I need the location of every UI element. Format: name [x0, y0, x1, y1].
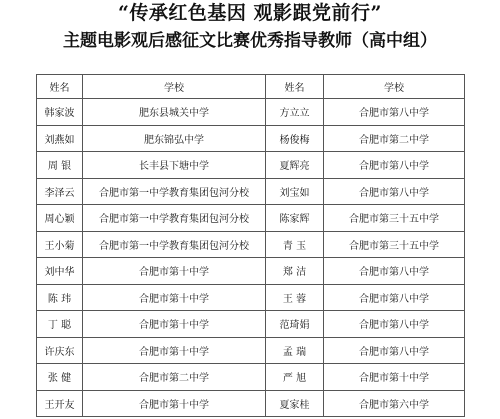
school-cell: 合肥市第一中学教育集团包河分校 — [83, 231, 266, 258]
document-title: “传承红色基因 观影跟党前行” — [118, 2, 382, 24]
school-cell: 合肥市第十中学 — [83, 258, 266, 285]
header-name-left: 姓名 — [37, 75, 83, 99]
school-cell: 合肥市第三十五中学 — [324, 231, 465, 258]
teacher-name-cell: 严 旭 — [266, 364, 324, 391]
header-school-right: 学校 — [324, 75, 465, 99]
school-cell: 合肥市第八中学 — [324, 337, 465, 364]
table-body — [37, 99, 465, 417]
table-row — [37, 178, 465, 205]
header-name-right: 姓名 — [266, 75, 324, 99]
school-cell: 合肥市第十中学 — [324, 364, 465, 391]
document-subtitle: 主题电影观后感征文比赛优秀指导教师（高中组） — [63, 31, 437, 51]
teacher-name-cell: 王开友 — [37, 390, 83, 417]
school-cell: 长丰县下塘中学 — [83, 152, 266, 179]
school-cell: 合肥市第八中学 — [324, 311, 465, 338]
school-cell: 合肥市第十中学 — [83, 390, 266, 417]
teacher-roster-table — [36, 74, 465, 417]
school-cell: 合肥市第十中学 — [83, 284, 266, 311]
teacher-name-cell: 杨俊梅 — [266, 125, 324, 152]
header-school-left: 学校 — [83, 75, 266, 99]
table-row — [37, 125, 465, 152]
teacher-name-cell: 陈家辉 — [266, 205, 324, 232]
school-cell: 肥东锦弘中学 — [83, 125, 266, 152]
teacher-name-cell: 陈 玮 — [37, 284, 83, 311]
school-cell: 合肥市第三十五中学 — [324, 205, 465, 232]
teacher-name-cell: 刘燕如 — [37, 125, 83, 152]
table-row — [37, 258, 465, 285]
school-cell: 合肥市第二中学 — [83, 364, 266, 391]
table-row — [37, 205, 465, 232]
table-row — [37, 364, 465, 391]
teacher-name-cell: 张 健 — [37, 364, 83, 391]
table-header-row — [37, 75, 465, 99]
teacher-name-cell: 周心颖 — [37, 205, 83, 232]
school-cell: 合肥市第八中学 — [324, 284, 465, 311]
table-row — [37, 231, 465, 258]
table-row — [37, 311, 465, 338]
school-cell: 合肥市第八中学 — [324, 152, 465, 179]
teacher-name-cell: 刘宝如 — [266, 178, 324, 205]
teacher-name-cell: 李泽云 — [37, 178, 83, 205]
teacher-name-cell: 郑 洁 — [266, 258, 324, 285]
school-cell: 合肥市第十中学 — [83, 311, 266, 338]
teacher-name-cell: 丁 聪 — [37, 311, 83, 338]
teacher-name-cell: 夏家桂 — [266, 390, 324, 417]
teacher-name-cell: 夏辉亮 — [266, 152, 324, 179]
school-cell: 合肥市第一中学教育集团包河分校 — [83, 205, 266, 232]
school-cell: 合肥市第六中学 — [324, 390, 465, 417]
school-cell: 合肥市第八中学 — [324, 99, 465, 126]
table-row — [37, 284, 465, 311]
teacher-name-cell: 刘中华 — [37, 258, 83, 285]
teacher-name-cell: 范琦娟 — [266, 311, 324, 338]
teacher-name-cell: 孟 瑞 — [266, 337, 324, 364]
teacher-name-cell: 王 蓉 — [266, 284, 324, 311]
teacher-name-cell: 许庆东 — [37, 337, 83, 364]
school-cell: 合肥市第二中学 — [324, 125, 465, 152]
teacher-name-cell: 韩家波 — [37, 99, 83, 126]
teacher-name-cell: 周 银 — [37, 152, 83, 179]
table-row — [37, 99, 465, 126]
school-cell: 肥东县城关中学 — [83, 99, 266, 126]
school-cell: 合肥市第一中学教育集团包河分校 — [83, 178, 266, 205]
teacher-name-cell: 方立立 — [266, 99, 324, 126]
table-row — [37, 390, 465, 417]
teacher-name-cell: 青 玉 — [266, 231, 324, 258]
school-cell: 合肥市第八中学 — [324, 258, 465, 285]
teacher-name-cell: 王小菊 — [37, 231, 83, 258]
table-row — [37, 152, 465, 179]
school-cell: 合肥市第八中学 — [324, 178, 465, 205]
table-row — [37, 337, 465, 364]
school-cell: 合肥市第十中学 — [83, 337, 266, 364]
